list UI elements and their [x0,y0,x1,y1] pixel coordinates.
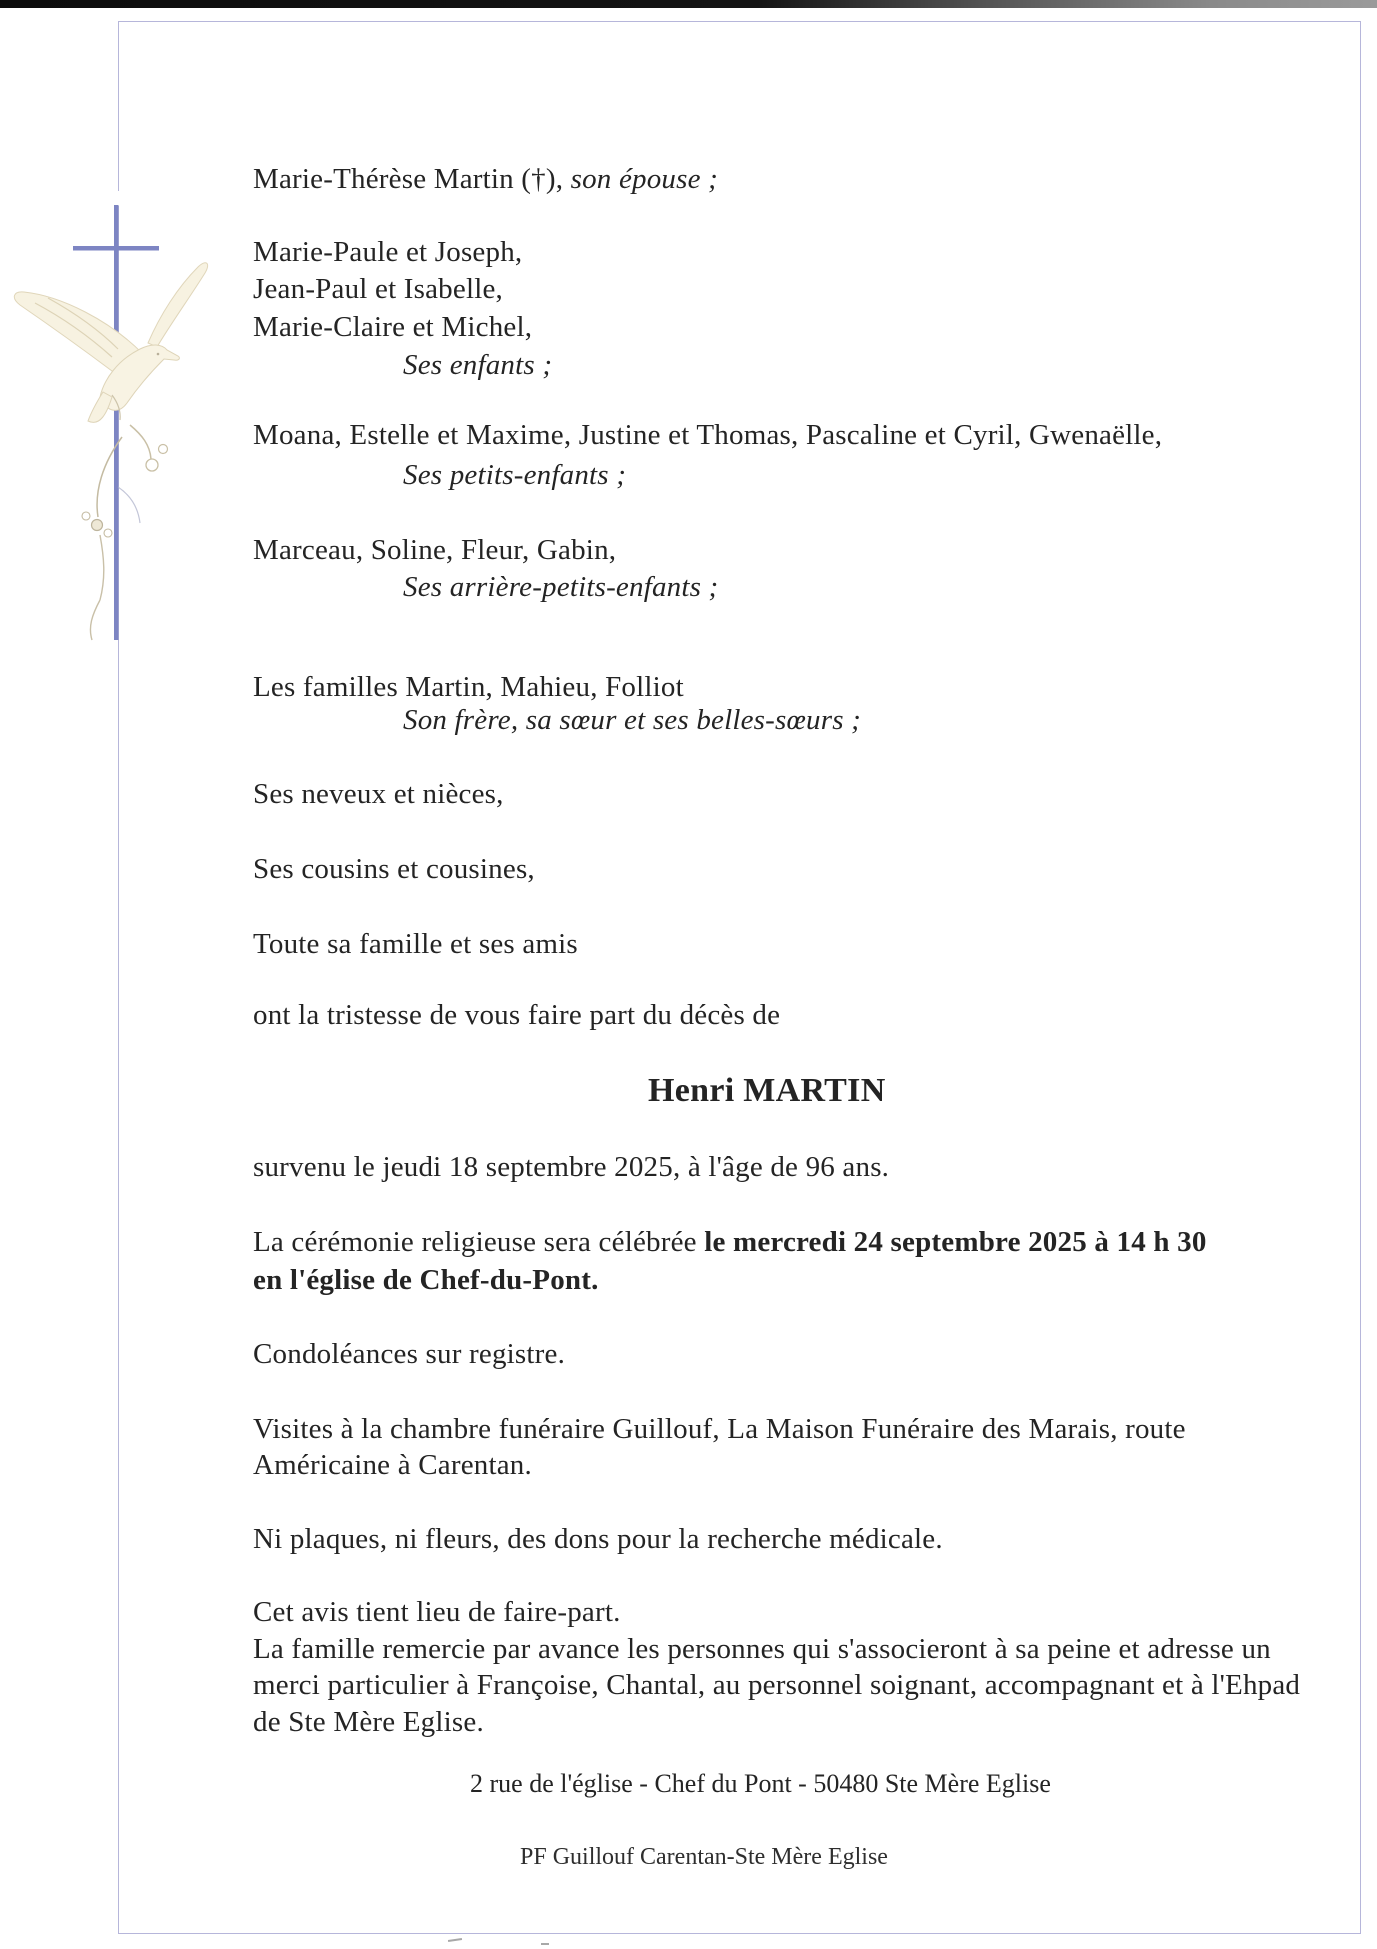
spouse-name: Marie-Thérèse Martin (†), [253,163,571,195]
ceremony-prefix: La cérémonie religieuse sera célébrée [253,1226,705,1258]
deceased-name: Henri MARTIN [648,1072,886,1109]
families-names: Les familles Martin, Mahieu, Folliot [253,671,684,703]
notice-line: Cet avis tient lieu de faire-part. [253,1596,621,1628]
scan-edge-artifact [0,0,1377,8]
relatives-line: Toute sa famille et ses amis [253,928,578,960]
great-grandchildren-relation: Ses arrière-petits-enfants ; [403,571,719,603]
scan-speck [541,1943,549,1945]
children-name-line: Marie-Paule et Joseph, [253,236,523,268]
children-relation: Ses enfants ; [403,349,553,381]
grandchildren-names: Moana, Estelle et Maxime, Justine et Thomas, Pascaline et Cyril, Gwenaëlle, [253,419,1163,451]
address-line: 2 rue de l'église - Chef du Pont - 50480 Ste Mère Eglise [470,1769,1051,1798]
funeral-home-line: PF Guillouf Carentan-Ste Mère Eglise [520,1844,888,1870]
spouse-line [253,164,718,194]
relatives-line: Ses cousins et cousines, [253,853,535,885]
grandchildren-relation: Ses petits-enfants ; [403,459,627,491]
visits-line: Visites à la chambre funéraire Guillouf, La Maison Funéraire des Marais, route [253,1413,1186,1445]
children-name-line: Marie-Claire et Michel, [253,311,533,343]
announcement-line: ont la tristesse de vous faire part du décès de [253,999,781,1031]
cross-icon [73,191,159,640]
dove-icon [14,263,207,423]
thanks-line: La famille remercie par avance les personnes qui s'associeront à sa peine et adresse un [253,1633,1271,1665]
death-details-line: survenu le jeudi 18 septembre 2025, à l'âge de 96 ans. [253,1151,890,1183]
great-grandchildren-names: Marceau, Soline, Fleur, Gabin, [253,534,617,566]
flourish-icon [82,395,168,640]
condolences-line: Condoléances sur registre. [253,1338,566,1370]
families-relation: Son frère, sa sœur et ses belles-sœurs ; [403,704,862,736]
donations-line: Ni plaques, ni fleurs, des dons pour la recherche médicale. [253,1523,943,1555]
thanks-line: de Ste Mère Eglise. [253,1706,484,1738]
scan-speck [448,1938,462,1942]
relatives-line: Ses neveux et nièces, [253,778,504,810]
children-name-line: Jean-Paul et Isabelle, [253,273,503,305]
ceremony-line [253,1227,1207,1257]
ceremony-datetime: le mercredi 24 septembre 2025 à 14 h 30 [704,1226,1207,1258]
ceremony-location: en l'église de Chef-du-Pont. [253,1264,599,1296]
spouse-relation: son épouse ; [570,163,718,195]
dove-cross-decoration [0,95,260,655]
visits-line: Américaine à Carentan. [253,1449,532,1481]
thanks-line: merci particulier à Françoise, Chantal, au personnel soignant, accompagnant et à l'Ehpad [253,1669,1301,1701]
